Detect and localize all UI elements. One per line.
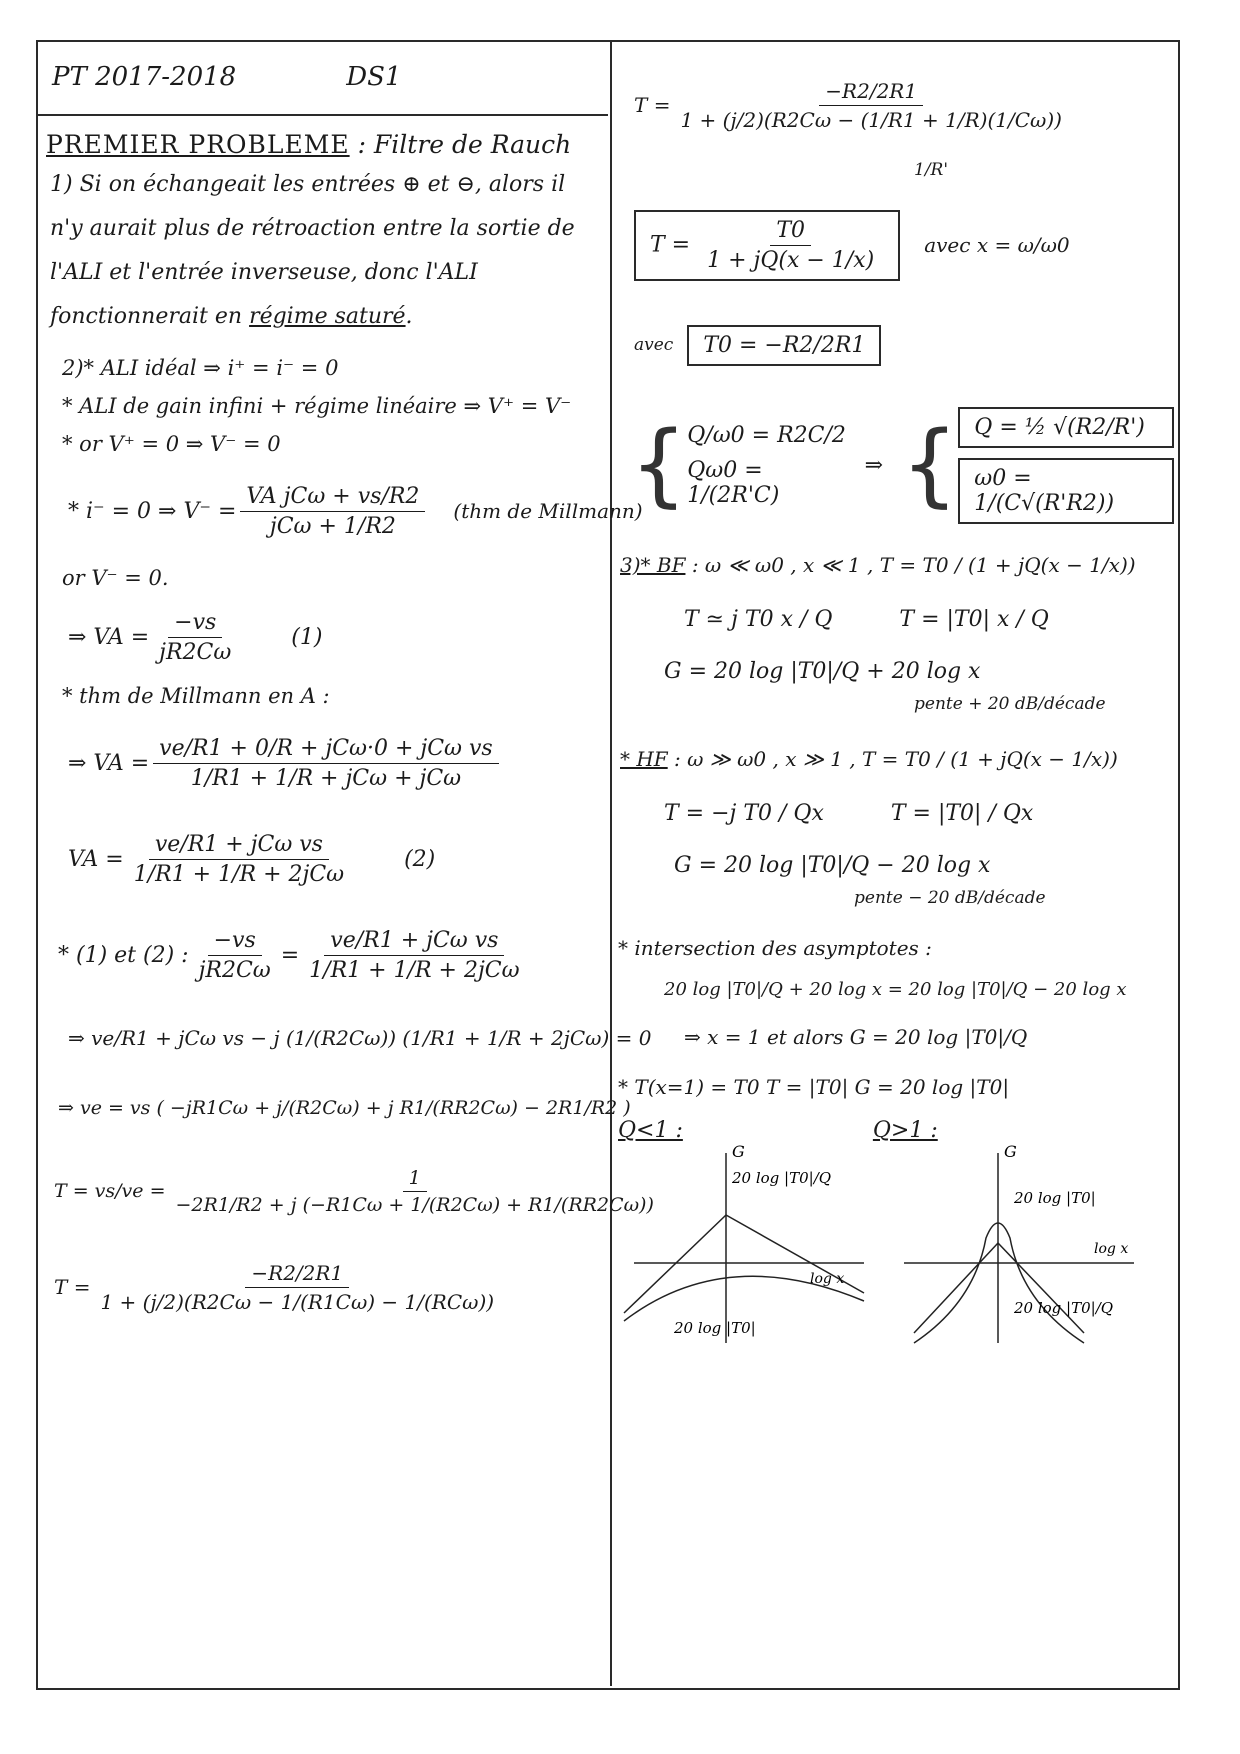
millman-numerator: VA jCω + vs/R2	[240, 484, 425, 512]
answer-2-line-3: * or V⁺ = 0 ⇒ V⁻ = 0	[62, 432, 281, 456]
eq2-denominator: 1/R1 + 1/R + 2jCω	[133, 861, 345, 887]
intersection-result: ⇒ x = 1 et alors G = 20 log |T0|/Q	[684, 1025, 1028, 1049]
bf-line	[614, 540, 1174, 590]
eq2-numerator: ve/R1 + jCω vs	[149, 832, 329, 860]
millman-denominator: jCω + 1/R2	[269, 513, 396, 539]
eq12-right-fraction	[303, 928, 525, 983]
graph-labels	[614, 1112, 1174, 1143]
graph-1-x-label: log x	[810, 1271, 845, 1287]
equation-1	[38, 597, 608, 677]
hf-slope: pente − 20 dB/décade	[854, 888, 1046, 908]
right-column	[614, 40, 1174, 1686]
system-left	[687, 423, 846, 508]
header	[38, 40, 608, 116]
bf-slope: pente + 20 dB/décade	[914, 694, 1106, 714]
eqt3-brace-note: 1/R'	[914, 160, 949, 180]
eq12-left-numerator: −vs	[208, 928, 262, 956]
bode-sketch-q-lt-1	[624, 1142, 864, 1343]
eqt0-with: avec	[634, 335, 674, 355]
eq12-equals: =	[280, 942, 300, 968]
eqt1-numerator: 1	[403, 1167, 427, 1192]
answer-1	[38, 159, 608, 339]
course-label: PT 2017-2018	[52, 62, 237, 92]
graph-2-g-label: G	[1004, 1142, 1017, 1161]
eqt3-numerator: −R2/2R1	[819, 79, 923, 106]
w0-result: ω0 = 1/(C√(R'R2))	[958, 458, 1174, 524]
eq2-tag: (2)	[404, 846, 436, 872]
eqa-lhs: ⇒ VA =	[68, 750, 150, 776]
millman-note: (thm de Millmann)	[453, 499, 643, 523]
system-eq-b: Qω0 = 1/(2R'C)	[687, 457, 780, 508]
problem-subject: : Filtre de Rauch	[357, 130, 572, 159]
eqt0-box: T0 = −R2/2R1	[687, 325, 881, 366]
graph-2-bottom-label: 20 log |T0|/Q	[1014, 1299, 1114, 1317]
graph-1-label: Q<1 :	[618, 1118, 683, 1143]
graph-1-g-label: G	[732, 1142, 745, 1161]
bf-title: 3)* BF	[620, 553, 686, 577]
bode-sketch-q-gt-1	[904, 1142, 1134, 1343]
eqt3-denominator: 1 + (j/2)(R2Cω − (1/R1 + 1/R)(1/Cω))	[680, 107, 1062, 132]
eqt1-lhs: T = vs/ve =	[54, 1180, 166, 1202]
eqt4-denominator: 1 + jQ(x − 1/x)	[707, 247, 875, 273]
q-result: Q = ½ √(R2/R')	[958, 407, 1174, 448]
bf-transfer	[614, 590, 1174, 650]
exam-label: DS1	[346, 62, 402, 92]
millman-equation	[38, 463, 643, 559]
equation-t1	[38, 1143, 654, 1239]
eqt2-numerator: −R2/2R1	[245, 1261, 349, 1288]
eq12-right-denominator: 1/R1 + 1/R + 2jCω	[309, 957, 520, 983]
eqt4-lhs: T =	[650, 232, 691, 257]
answer-2-line-1: 2)* ALI idéal ⇒ i⁺ = i⁻ = 0	[62, 356, 339, 380]
graph-2-label: Q>1 :	[872, 1118, 938, 1143]
eq1-tag: (1)	[291, 624, 323, 650]
eqt4-with: avec x = ω/ω0	[924, 233, 1070, 257]
hf-gain: G = 20 log |T0|/Q − 20 log x	[674, 853, 991, 878]
right-brace: {	[901, 412, 959, 517]
graph-2-curve	[914, 1223, 1084, 1343]
x1-line: * T(x=1) = T0 T = |T0| G = 20 log |T0|	[618, 1075, 1010, 1099]
equation-3: ⇒ ve/R1 + jCω vs − j (1/(R2Cω)) (1/R1 + 1/R + 2jCω) = 0	[68, 1026, 652, 1050]
eqt2-fraction	[94, 1261, 500, 1314]
problem-label: PREMIER PROBLEME	[46, 130, 350, 159]
answer-1-keyword: régime saturé	[249, 304, 406, 329]
bode-sketches	[614, 1143, 1174, 1353]
eq1-denominator: jR2Cω	[159, 639, 232, 665]
eq12-left-fraction	[193, 928, 277, 983]
answer-1-text: Si on échangeait les entrées ⊕ et ⊖, alors il n'y aurait plus de rétroaction entre la sortie de l'ALI et l'entrée inverseuse, donc l'ALI fonctionnerait en	[50, 172, 575, 329]
graph-1-bottom-label: 20 log |T0|	[674, 1319, 756, 1337]
eqt3-fraction	[674, 79, 1067, 132]
millman-fraction	[240, 484, 425, 539]
equation-1-2	[38, 907, 608, 1003]
bf-modulus: T = |T0| x / Q	[899, 607, 1049, 632]
system-eq-a: Q/ω0 = R2C/2	[687, 422, 846, 448]
eq1-fraction	[153, 610, 237, 665]
answer-2-line-2: * ALI de gain infini + régime linéaire ⇒ V⁺ = V⁻	[62, 394, 572, 418]
answer-1-end: .	[405, 304, 413, 329]
eq12-right-numerator: ve/R1 + jCω vs	[324, 928, 504, 956]
answer-2-line-5: * thm de Millmann en A :	[62, 684, 330, 708]
eqt4-numerator: T0	[770, 218, 811, 246]
eqt2-lhs: T =	[54, 1275, 91, 1299]
equation-t0	[614, 300, 1174, 390]
left-brace: {	[630, 412, 688, 517]
millman-lhs: * i⁻ = 0 ⇒ V⁻ =	[68, 498, 237, 524]
eqa-numerator: ve/R1 + 0/R + jCω·0 + jCω vs	[153, 736, 499, 764]
equation-t4	[614, 190, 1174, 300]
bf-t: T ≃ j T0 x / Q	[684, 607, 833, 632]
hf-condition: : ω ≫ ω0 , x ≫ 1 , T = T0 / (1 + jQ(x − 1/x))	[674, 747, 1118, 771]
hf-t: T = −j T0 / Qx	[664, 801, 824, 826]
graph-2-hf-asymptote	[998, 1243, 1084, 1333]
eq1-numerator: −vs	[168, 610, 222, 638]
graph-1-bf-asymptote	[624, 1215, 726, 1313]
system-q-w0	[614, 390, 1174, 540]
system-arrow: ⇒	[864, 452, 884, 478]
eqt1-fraction	[170, 1167, 660, 1216]
hf-title: * HF	[620, 747, 668, 771]
intersection-title: * intersection des asymptotes :	[618, 936, 932, 960]
eqt4-box	[634, 210, 900, 281]
answer-1-number: 1)	[50, 172, 73, 197]
equation-4: ⇒ ve = vs ( −jR1Cω + j/(R2Cω) + j R1/(RR2Cω) − 2R1/R2 )	[58, 1097, 631, 1119]
equation-2	[38, 811, 608, 907]
eq12-lhs: * (1) et (2) :	[58, 942, 189, 968]
hf-line	[614, 734, 1174, 784]
graph-2-top-label: 20 log |T0|	[1014, 1189, 1096, 1207]
graph-2-x-label: log x	[1094, 1241, 1129, 1257]
system-right	[958, 407, 1174, 524]
eq2-fraction	[128, 832, 350, 887]
graph-2-bf-asymptote	[914, 1243, 998, 1333]
eqt1-denominator: −2R1/R2 + j (−R1Cω + 1/(R2Cω) + R1/(RR2Cω))	[175, 1193, 654, 1216]
hf-modulus: T = |T0| / Qx	[890, 801, 1034, 826]
intersection-equation: 20 log |T0|/Q + 20 log x = 20 log |T0|/Q − 20 log x	[664, 979, 1127, 1000]
eqt3-lhs: T =	[634, 93, 671, 117]
eqt2-denominator: 1 + (j/2)(R2Cω − 1/(R1Cω) − 1/(RCω))	[100, 1289, 495, 1314]
answer-2-line-4: or V⁻ = 0.	[62, 566, 169, 590]
equation-t2	[38, 1239, 608, 1335]
equation-a	[38, 715, 608, 811]
column-divider	[610, 40, 612, 1686]
bf-condition: : ω ≪ ω0 , x ≪ 1 , T = T0 / (1 + jQ(x − 1/x))	[691, 553, 1136, 577]
eqa-denominator: 1/R1 + 1/R + jCω + jCω	[190, 765, 462, 791]
eqa-fraction	[153, 736, 499, 791]
hf-transfer	[614, 784, 1174, 844]
graph-1-top-label: 20 log |T0|/Q	[732, 1169, 832, 1187]
eq12-left-denominator: jR2Cω	[198, 957, 271, 983]
eq1-lhs: ⇒ VA =	[68, 624, 150, 650]
bf-gain: G = 20 log |T0|/Q + 20 log x	[664, 659, 981, 684]
problem-title	[38, 116, 608, 159]
eq2-lhs: VA =	[68, 846, 124, 872]
eqt4-fraction	[701, 218, 880, 273]
equation-t3	[614, 50, 1174, 160]
